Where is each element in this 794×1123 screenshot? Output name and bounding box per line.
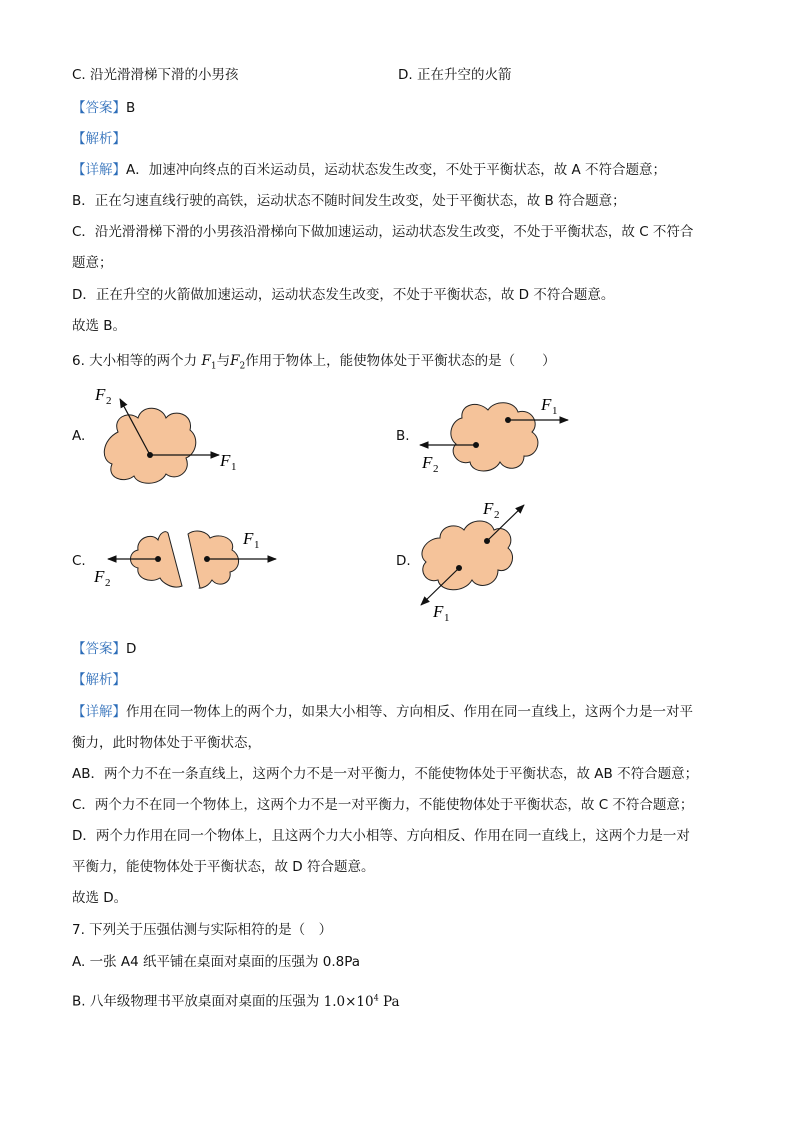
figure-d (421, 499, 524, 624)
q5-option-c: C. 沿光滑滑梯下滑的小男孩 (72, 67, 239, 83)
label-f2-sub: 2 (494, 509, 500, 521)
label-f1-letter: F (220, 451, 231, 470)
q6-detail-ab: AB．两个力不在一条直线上，这两个力不是一对平衡力，不能使物体处于平衡状态，故 AB 不符合题意； (72, 766, 699, 782)
q6-conclusion: 故选 D。 (72, 890, 128, 906)
q7-option-a: A. 一张 A4 纸平铺在桌面对桌面的压强为 0.8Pa (72, 954, 361, 970)
q5-conclusion: 故选 B。 (72, 318, 127, 334)
object-blob (104, 408, 196, 483)
label-f2-sub: 2 (106, 395, 112, 407)
q5-option-d: D. 正在升空的火箭 (398, 67, 512, 83)
q6-detail-c: C．两个力不在同一个物体上，这两个力不是一对平衡力，不能使物体处于平衡状态，故 C 不符合题意； (72, 797, 694, 813)
q6-detail-d-line2: 平衡力，能使物体处于平衡状态，故 D 符合题意。 (72, 859, 375, 875)
q6-detail-line2: 衡力，此时物体处于平衡状态， (72, 735, 261, 751)
q6-stem-post: 作用于物体上，能使物体处于平衡状态的是（ ） (245, 353, 556, 369)
force-letter: F (201, 353, 211, 369)
label-f1-sub: 1 (444, 612, 450, 624)
label-f1-letter: F (243, 529, 254, 548)
q5-detail-d: D．正在升空的火箭做加速运动，运动状态发生改变，不处于平衡状态，故 D 不符合题意。 (72, 287, 615, 303)
figure-a (94, 385, 237, 483)
label-f2-letter: F (94, 567, 105, 586)
answer-value: D (126, 641, 137, 657)
label-f1-letter: F (433, 602, 444, 621)
label-f1-sub: 1 (231, 461, 237, 473)
fig-label-b: B. (396, 428, 410, 444)
point-of-application (505, 417, 511, 423)
detail-text: 作用在同一物体上的两个力，如果大小相等、方向相反、作用在同一直线上，这两个力是一对平 (126, 704, 693, 720)
label-f1-letter: F (541, 395, 552, 414)
q6-analysis-tag: 【解析】 (72, 672, 126, 688)
point-of-application (456, 565, 462, 571)
fig-label-a: A. (72, 428, 86, 444)
detail-tag: 【详解】 (72, 162, 126, 178)
q7-option-b-text: B. 八年级物理书平放桌面对桌面的压强为 (72, 993, 320, 1010)
q5-detail-c-line2: 题意； (72, 255, 113, 271)
answer-tag: 【答案】 (72, 100, 126, 116)
label-f2-letter: F (95, 385, 106, 404)
fig-label-d: D. (396, 553, 411, 569)
force-subscript: 1 (210, 361, 217, 372)
label-f1-sub: 1 (552, 405, 558, 417)
detail-tag: 【详解】 (72, 704, 126, 720)
q6-detail-line1 (72, 703, 693, 721)
q6-stem-pre: 6. 大小相等的两个力 (72, 353, 198, 369)
label-f2-sub: 2 (433, 463, 439, 475)
force-letter: F (230, 353, 240, 369)
object-blob (422, 521, 513, 590)
q6-answer (72, 640, 136, 658)
figure-b (420, 395, 568, 475)
q7-option-b (72, 989, 400, 1011)
fig-label-c: C. (72, 553, 86, 569)
figure-c (93, 529, 276, 589)
q7-option-b-value: $1.0\times 10^4$ Pa (323, 993, 400, 1010)
q5-detail-b: B．正在匀速直线行驶的高铁，运动状态不随时间发生改变，处于平衡状态，故 B 符合题意； (72, 193, 626, 209)
answer-value: B (126, 100, 136, 116)
point-of-application (484, 538, 490, 544)
label-f2-letter: F (483, 499, 494, 518)
point-of-application (147, 452, 153, 458)
q6-detail-d-line1: D．两个力作用在同一个物体上，且这两个力大小相等、方向相反、作用在同一直线上，这两个力是一对 (72, 828, 690, 844)
q5-detail-c-line1: C．沿光滑滑梯下滑的小男孩沿滑梯向下做加速运动，运动状态发生改变，不处于平衡状态，故 C 不符合 (72, 224, 694, 240)
answer-tag: 【答案】 (72, 641, 126, 657)
label-f2-sub: 2 (105, 577, 111, 589)
point-of-application (473, 442, 479, 448)
label-f1-sub: 1 (254, 539, 260, 551)
point-of-application (155, 556, 161, 562)
q5-analysis-tag: 【解析】 (72, 131, 126, 147)
detail-text: A．加速冲向终点的百米运动员，运动状态发生改变，不处于平衡状态，故 A 不符合题意； (126, 162, 667, 178)
q6-stem-mid: 与 (216, 353, 231, 369)
q7-stem: 7. 下列关于压强估测与实际相符的是（ ） (72, 922, 333, 938)
point-of-application (204, 556, 210, 562)
object-blob (451, 403, 538, 471)
force-subscript: 2 (239, 361, 246, 372)
label-f2-letter: F (422, 453, 433, 472)
